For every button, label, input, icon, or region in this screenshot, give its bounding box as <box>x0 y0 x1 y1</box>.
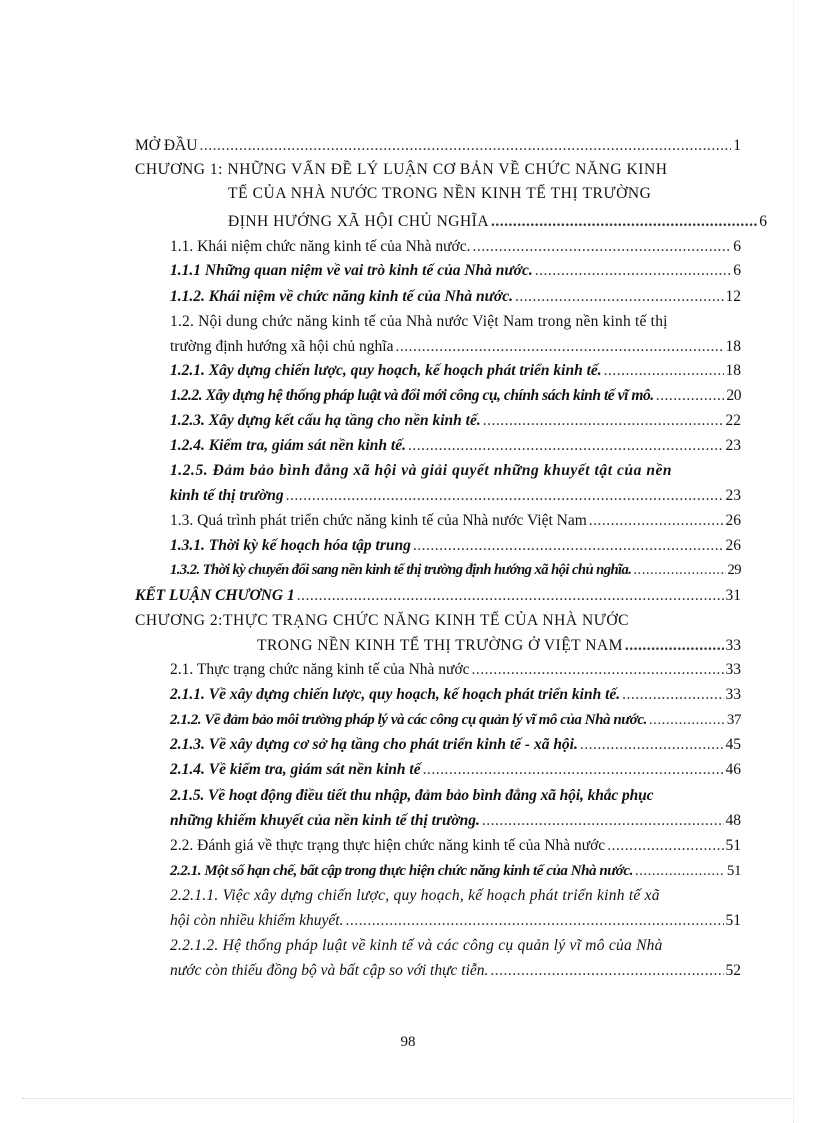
page-edge-guide <box>793 0 794 1123</box>
dot-leader <box>535 259 731 283</box>
toc-title: 1.2.3. Xây dựng kết cấu hạ tầng cho nền kinh tế. <box>170 412 481 429</box>
toc-title: 2.2.1.2. Hệ thống pháp luật về kinh tế và các công cụ quản lý vĩ mô của Nhà <box>170 937 663 954</box>
toc-title: 2.1.1. Về xây dựng chiến lược, quy hoạch, kế hoạch phát triển kinh tế. <box>170 686 621 703</box>
toc-title: 1.1.1 Những quan niệm về vai trò kinh tế của Nhà nước. <box>170 262 533 279</box>
toc-title: 1.3.2. Thời kỳ chuyển đổi sang nền kinh tế thị trường định hướng xã hội chủ nghĩa. <box>170 562 632 578</box>
toc-title-continued: TẾ CỦA NHÀ NƯỚC TRONG NỀN KINH TẾ THỊ TRƯỜNG <box>228 185 652 202</box>
toc-chapter-2-line2[interactable] <box>257 634 741 658</box>
toc-entry-2-1-2[interactable] <box>170 708 741 732</box>
toc-chapter-1-line3[interactable] <box>228 210 767 234</box>
toc-title-continued: những khiếm khuyết của nền kinh tế thị trường. <box>170 812 480 829</box>
dot-leader <box>515 285 724 309</box>
dot-leader <box>286 484 724 508</box>
toc-entry-1-3-1[interactable] <box>170 534 741 558</box>
toc-entry-2-2[interactable] <box>170 834 741 858</box>
toc-entry-2-2-1[interactable] <box>170 859 741 883</box>
toc-entry-1-2-2[interactable] <box>170 384 741 408</box>
toc-title: 1.2.1. Xây dựng chiến lược, quy hoạch, kế hoạch phát triển kinh tế. <box>170 362 602 379</box>
page-bottom-guide <box>22 1098 794 1099</box>
toc-page: 48 <box>725 812 741 829</box>
toc-entry-2-2-1-2-line1[interactable] <box>170 934 663 958</box>
toc-page: 18 <box>725 338 741 355</box>
toc-page: 51 <box>725 912 741 929</box>
toc-page: 23 <box>725 437 741 454</box>
toc-entry-1-1[interactable] <box>170 235 741 259</box>
dot-leader <box>604 359 724 383</box>
toc-title-continued: trường định hướng xã hội chủ nghĩa <box>170 338 394 355</box>
toc-entry-1-2-4[interactable] <box>170 434 741 458</box>
toc-page: 51 <box>726 863 741 879</box>
toc-title: 1.2.2. Xây dựng hệ thống pháp luật và đổi mới công cụ, chính sách kinh tế vĩ mô. <box>170 387 654 404</box>
toc-title: 1.3. Quá trình phát triển chức năng kinh tế của Nhà nước Việt Nam <box>170 512 587 529</box>
dot-leader <box>482 809 724 833</box>
toc-page: 46 <box>725 761 741 778</box>
toc-page: 52 <box>725 962 741 979</box>
dot-leader <box>297 584 724 608</box>
dot-leader <box>649 708 725 732</box>
toc-title: MỞ ĐẦU <box>135 137 198 154</box>
dot-leader <box>345 909 723 933</box>
dot-leader <box>491 210 757 234</box>
toc-page: 12 <box>725 288 741 305</box>
toc-title: 1.2.4. Kiểm tra, giám sát nền kinh tế. <box>170 437 406 454</box>
toc-title: 2.2.1.1. Việc xây dựng chiến lược, quy hoạch, kế hoạch phát triển kinh tế xã <box>170 887 660 904</box>
toc-entry-1-2-5-line2[interactable] <box>170 484 741 508</box>
toc-entry-2-1-5-line2[interactable] <box>170 809 741 833</box>
toc-page: 26 <box>725 537 741 554</box>
toc-title: 2.1. Thực trạng chức năng kinh tế của Nhà nước <box>170 661 470 678</box>
dot-leader <box>580 733 724 757</box>
toc-entry-1-2-1[interactable] <box>170 359 741 383</box>
toc-page: 1 <box>733 137 741 154</box>
toc-entry-2-1-1[interactable] <box>170 683 741 707</box>
toc-entry-mo-dau[interactable] <box>135 134 741 158</box>
toc-page: 31 <box>725 587 741 604</box>
dot-leader <box>408 434 724 458</box>
toc-page: 23 <box>725 487 741 504</box>
toc-title-continued: kinh tế thị trường <box>170 487 284 504</box>
toc-title-continued: TRONG NỀN KINH TẾ THỊ TRƯỜNG Ở VIỆT NAM <box>257 637 623 654</box>
toc-entry-2-1-3[interactable] <box>170 733 741 757</box>
toc-page: 6 <box>733 238 741 255</box>
toc-page: 45 <box>725 736 741 753</box>
toc-entry-ket-luan-chuong-1[interactable] <box>135 584 741 608</box>
toc-title: CHƯƠNG 1: NHỮNG VẤN ĐỀ LÝ LUẬN CƠ BẢN VỀ CHỨC NĂNG KINH <box>135 161 668 178</box>
dot-leader <box>622 683 723 707</box>
toc-page: 22 <box>725 412 741 429</box>
toc-page: 33 <box>725 661 741 678</box>
toc-entry-1-2-3[interactable] <box>170 409 741 433</box>
toc-title: 2.2. Đánh giá về thực trạng thực hiện chức năng kinh tế của Nhà nước <box>170 837 606 854</box>
dot-leader <box>490 959 723 983</box>
toc-chapter-2-line1[interactable] <box>135 609 629 633</box>
toc-title-continued: hội còn nhiều khiếm khuyết. <box>170 912 344 929</box>
page-number: 98 <box>400 1034 416 1050</box>
toc-title: 2.1.3. Về xây dựng cơ sở hạ tầng cho phát triển kinh tế - xã hội. <box>170 736 578 753</box>
toc-entry-1-1-2[interactable] <box>170 285 741 309</box>
toc-title: 2.1.4. Về kiểm tra, giám sát nền kinh tế <box>170 761 421 778</box>
dot-leader <box>199 134 731 158</box>
dot-leader <box>472 658 724 682</box>
toc-entry-1-3-2[interactable] <box>170 558 741 582</box>
toc-title: 2.1.2. Về đảm bảo môi trường pháp lý và các công cụ quản lý vĩ mô của Nhà nước. <box>170 712 647 728</box>
dot-leader <box>395 335 723 359</box>
dot-leader <box>483 409 724 433</box>
toc-page: 20 <box>726 387 741 404</box>
toc-entry-1-1-1[interactable] <box>170 259 741 283</box>
toc-page: 33 <box>725 686 741 703</box>
toc-entry-2-2-1-1-line1[interactable] <box>170 884 660 908</box>
toc-title: 1.2. Nội dung chức năng kinh tế của Nhà nước Việt Nam trong nền kinh tế thị <box>170 313 668 330</box>
toc-page: 33 <box>725 637 741 654</box>
dot-leader <box>413 534 724 558</box>
toc-page: 37 <box>726 712 741 728</box>
toc-entry-2-2-1-2-line2[interactable] <box>170 959 741 983</box>
toc-title: 2.2.1. Một số hạn chế, bất cập trong thực hiện chức năng kinh tế của Nhà nước. <box>170 863 633 879</box>
toc-title: KẾT LUẬN CHƯƠNG 1 <box>135 587 295 604</box>
toc-page: 6 <box>759 213 767 230</box>
dot-leader <box>423 758 724 782</box>
dot-leader <box>633 558 725 582</box>
toc-entry-1-2-line1[interactable] <box>170 310 668 334</box>
toc-page: 51 <box>725 837 741 854</box>
toc-entry-1-2-5-line1[interactable] <box>170 459 672 483</box>
toc-title: 2.1.5. Về hoạt động điều tiết thu nhập, đảm bảo bình đẳng xã hội, khắc phục <box>170 787 654 804</box>
dot-leader <box>625 634 724 658</box>
toc-title: 1.3.1. Thời kỳ kế hoạch hóa tập trung <box>170 537 411 554</box>
toc-title: 1.2.5. Đảm bảo bình đẳng xã hội và giải quyết những khuyết tật của nền <box>170 462 673 479</box>
dot-leader <box>472 235 731 259</box>
toc-page: 6 <box>733 262 741 279</box>
dot-leader <box>589 509 724 533</box>
toc-page: 18 <box>725 362 741 379</box>
toc-title: 1.1.2. Khái niệm về chức năng kinh tế của Nhà nước. <box>170 288 513 305</box>
toc-title: CHƯƠNG 2:THỰC TRẠNG CHỨC NĂNG KINH TẾ CỦA NHÀ NƯỚC <box>135 612 629 629</box>
toc-entry-1-3[interactable] <box>170 509 741 533</box>
toc-title: 1.1. Khái niệm chức năng kinh tế của Nhà nước. <box>170 238 471 255</box>
toc-entry-1-2-line2[interactable] <box>170 335 741 359</box>
toc-title-continued: ĐỊNH HƯỚNG XÃ HỘI CHỦ NGHĨA <box>228 213 490 230</box>
toc-chapter-1-line1[interactable] <box>135 158 667 182</box>
toc-page: 26 <box>725 512 741 529</box>
toc-entry-2-1[interactable] <box>170 658 741 682</box>
toc-chapter-1-line2 <box>228 182 651 206</box>
dot-leader <box>607 834 723 858</box>
toc-title-continued: nước còn thiếu đồng bộ và bất cập so với thực tiễn. <box>170 962 489 979</box>
toc-entry-2-1-4[interactable] <box>170 758 741 782</box>
toc-entry-2-1-5-line1[interactable] <box>170 784 653 808</box>
dot-leader <box>656 384 725 408</box>
toc-entry-2-2-1-1-line2[interactable] <box>170 909 741 933</box>
dot-leader <box>635 859 725 883</box>
toc-page: 29 <box>727 562 741 578</box>
